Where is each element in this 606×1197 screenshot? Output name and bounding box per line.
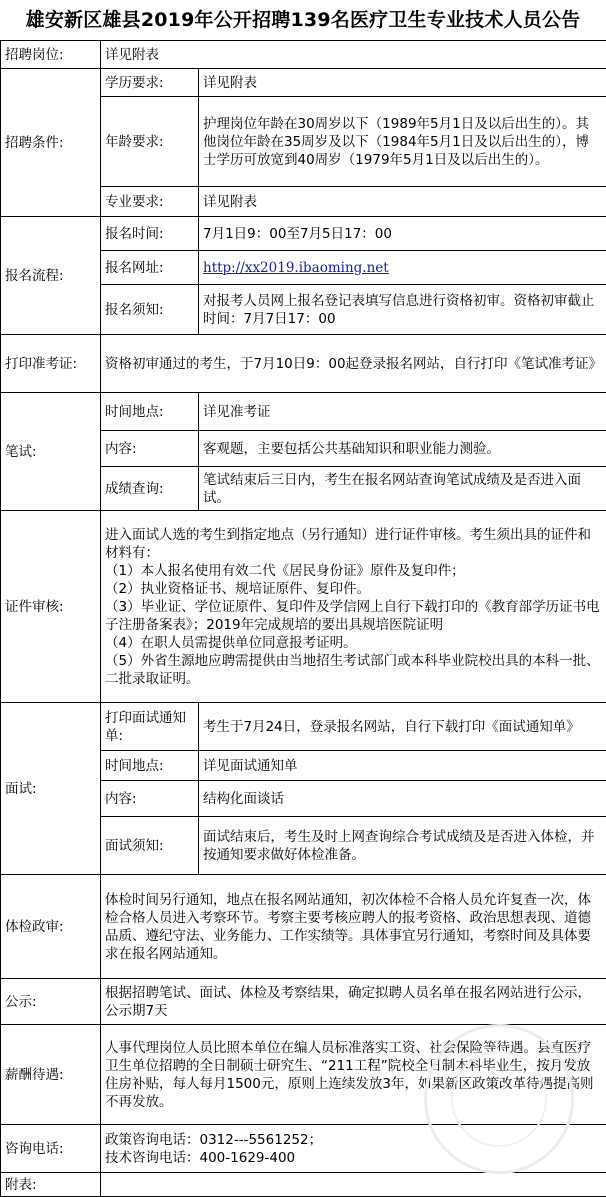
row-positions — [1, 41, 606, 69]
salary-label: 薪酬待遇: — [1, 1025, 101, 1125]
interview-label: 面试: — [1, 703, 101, 875]
registration-label: 报名流程: — [1, 217, 101, 335]
row-reg-time — [1, 217, 606, 251]
row-admission — [1, 335, 606, 393]
education-value: 详见附表 — [199, 69, 606, 97]
written-label: 笔试: — [1, 393, 101, 511]
reg-time-label: 报名时间: — [101, 217, 199, 251]
interview-notice-label: 面试须知: — [101, 817, 199, 875]
documents-label: 证件审核: — [1, 511, 101, 703]
documents-item-3: （3）毕业证、学位证原件、复印件及学信网上自行下载打印的《教育部学历证书电子注册备案表》；2019年完成规培的要出具规培医院证明 — [105, 598, 602, 634]
conditions-label: 招聘条件: — [1, 69, 101, 217]
row-written-place — [1, 393, 606, 431]
reg-notice-label: 报名须知: — [101, 285, 199, 335]
attachment-value — [101, 1173, 606, 1197]
contact-label: 咨询电话: — [1, 1125, 101, 1173]
written-score-value: 笔试结束后三日内，考生在报名网站查询笔试成绩及是否进入面试。 — [199, 467, 606, 511]
interview-print-label: 打印面试通知单: — [101, 703, 199, 751]
publicity-label: 公示: — [1, 979, 101, 1025]
interview-print-value: 考生于7月24日，登录报名网站，自行下载打印《面试通知单》 — [199, 703, 606, 751]
education-label: 学历要求: — [101, 69, 199, 97]
admission-value: 资格初审通过的考生，于7月10日9：00起登录报名网站，自行打印《笔试准考证》 — [101, 335, 606, 393]
written-content-value: 客观题，主要包括公共基础知识和职业能力测验。 — [199, 431, 606, 467]
page-title: 雄安新区雄县2019年公开招聘139名医疗卫生专业技术人员公告 — [0, 0, 606, 40]
written-score-label: 成绩查询: — [101, 467, 199, 511]
watermark-seal-icon — [424, 1024, 574, 1174]
row-physical — [1, 875, 606, 979]
age-value: 护理岗位年龄在30周岁以下（1989年5月1日及以后出生的）。其他岗位年龄在35周岁及以下（1984年5月1日及以后出生的），博士学历可放宽到40周岁（1979年5月1日及以后出生的）。 — [199, 97, 606, 187]
age-label: 年龄要求: — [101, 97, 199, 187]
documents-item-1: （1）本人报名使用有效二代《居民身份证》原件及复印件； — [105, 562, 602, 580]
written-place-value: 详见准考证 — [199, 393, 606, 431]
attachment-label: 附表: — [1, 1173, 101, 1197]
admission-label: 打印准考证: — [1, 335, 101, 393]
major-label: 专业要求: — [101, 187, 199, 217]
written-content-label: 内容: — [101, 431, 199, 467]
reg-time-value: 7月1日9：00至7月5日17：00 — [199, 217, 606, 251]
major-value: 详见附表 — [199, 187, 606, 217]
row-publicity — [1, 979, 606, 1025]
notice-table — [0, 40, 606, 1197]
written-place-label: 时间地点: — [101, 393, 199, 431]
reg-site-cell — [199, 251, 606, 285]
row-interview-print — [1, 703, 606, 751]
contact-policy-phone: 政策咨询电话：0312---5561252； — [105, 1131, 602, 1149]
interview-place-value: 详见面试通知单 — [199, 751, 606, 781]
documents-item-2: （2）执业资格证书、规培证原件、复印件。 — [105, 580, 602, 598]
interview-place-label: 时间地点: — [101, 751, 199, 781]
documents-item-4: （4）在职人员需提供单位同意报考证明。 — [105, 634, 602, 652]
positions-value: 详见附表 — [101, 41, 606, 69]
positions-label: 招聘岗位: — [1, 41, 101, 69]
reg-site-label: 报名网址: — [101, 251, 199, 285]
physical-value: 体检时间另行通知，地点在报名网站通知，初次体检不合格人员允许复查一次，体检合格人员进入考察环节。考察主要考核应聘人的报考资格、政治思想表现、道德品质、遵纪守法、业务能力、工作实绩等。具体事宜另行通知，考察时间及具体要求在报名网站通知。 — [101, 875, 606, 979]
documents-intro: 进入面试人选的考生到指定地点（另行通知）进行证件审核。考生须出具的证件和材料有： — [105, 526, 602, 562]
reg-site-link[interactable]: http://xx2019.ibaoming.net — [203, 260, 389, 276]
documents-item-5: （5）外省生源地应聘需提供由当地招生考试部门或本科毕业院校出具的本科一批、二批录取证明。 — [105, 652, 602, 688]
contact-tech-phone: 技术咨询电话：400-1629-400 — [105, 1149, 602, 1167]
salary-value: 人事代理岗位人员比照本单位在编人员标准落实工资、社会保险等待遇。县直医疗卫生单位招聘的全日制硕士研究生、“211工程”院校全日制本科毕业生，按月发放住房补贴，每人每月1500元，原则上连续发放3年，如果新区政策改革待遇提高则不再发放。 — [101, 1025, 606, 1125]
interview-content-value: 结构化面谈话 — [199, 781, 606, 817]
row-attachment — [1, 1173, 606, 1197]
publicity-value: 根据招聘笔试、面试、体检及考察结果，确定拟聘人员名单在报名网站进行公示，公示期7天 — [101, 979, 606, 1025]
interview-notice-value: 面试结束后，考生及时上网查询综合考试成绩及是否进入体检，并按通知要求做好体检准备。 — [199, 817, 606, 875]
physical-label: 体检政审: — [1, 875, 101, 979]
interview-content-label: 内容: — [101, 781, 199, 817]
row-education — [1, 69, 606, 97]
reg-notice-value: 对报考人员网上报名登记表填写信息进行资格初审。资格初审截止时间：7月7日17：00 — [199, 285, 606, 335]
row-documents — [1, 511, 606, 703]
documents-value — [101, 511, 606, 703]
